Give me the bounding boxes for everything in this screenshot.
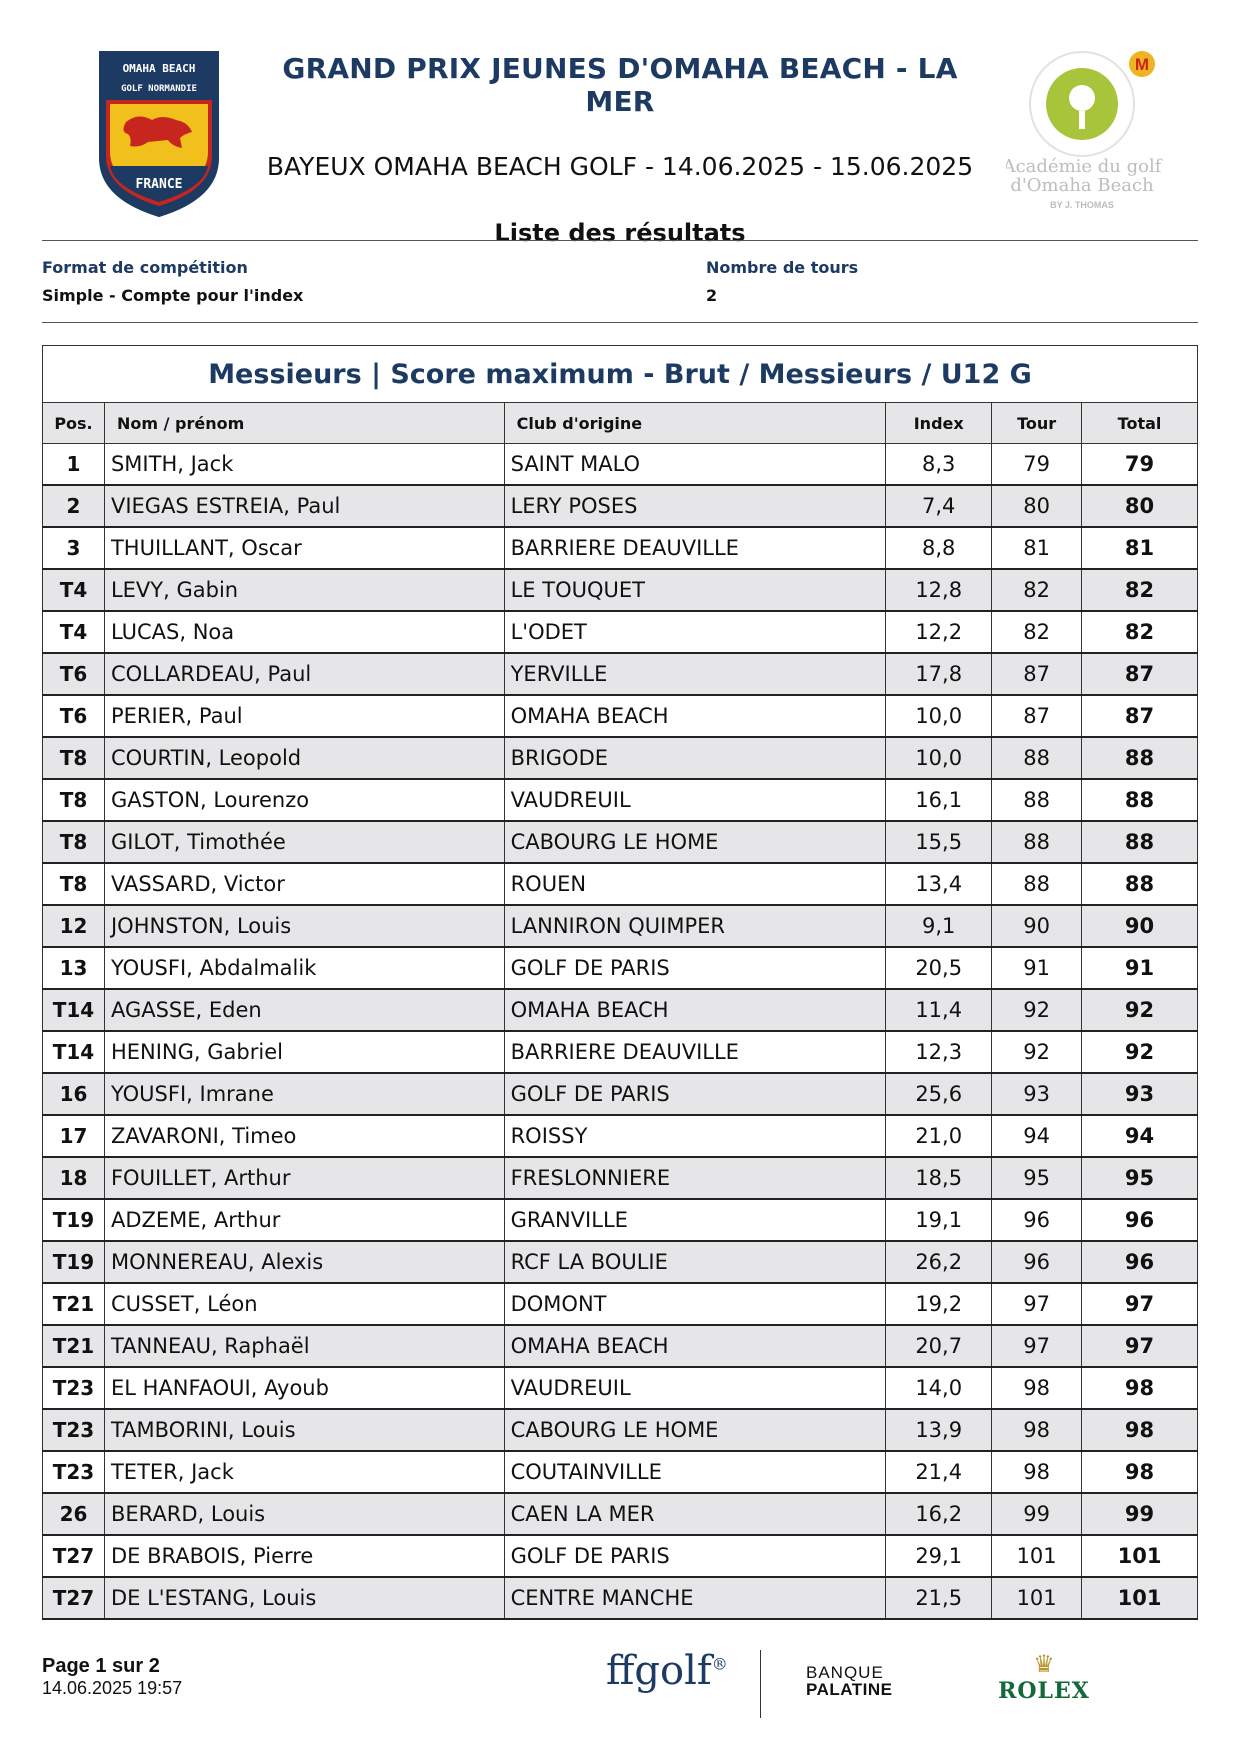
cell-total: 101: [1082, 1535, 1198, 1577]
cell-index: 16,2: [886, 1493, 992, 1535]
cell-tour: 98: [992, 1451, 1082, 1493]
table-row: [43, 527, 1198, 569]
cell-pos: 3: [43, 527, 105, 569]
cell-index: 13,9: [886, 1409, 992, 1451]
rolex-logo: [996, 1650, 1092, 1704]
cell-tour: 79: [992, 444, 1082, 486]
cell-club: GRANVILLE: [504, 1199, 886, 1241]
table-row: [43, 947, 1198, 989]
cell-total: 97: [1082, 1325, 1198, 1367]
cell-club: BRIGODE: [504, 737, 886, 779]
cell-index: 18,5: [886, 1157, 992, 1199]
cell-pos: T14: [43, 1031, 105, 1073]
table-row: [43, 1073, 1198, 1115]
table-row: [43, 611, 1198, 653]
print-timestamp: 14.06.2025 19:57: [42, 1678, 183, 1698]
cell-name: YOUSFI, Imrane: [104, 1073, 504, 1115]
page-info: [42, 1655, 182, 1699]
cell-total: 98: [1082, 1409, 1198, 1451]
cell-total: 79: [1082, 444, 1198, 486]
cell-total: 99: [1082, 1493, 1198, 1535]
list-title: Liste des résultats: [494, 219, 746, 247]
table-row: [43, 485, 1198, 527]
cell-index: 14,0: [886, 1367, 992, 1409]
cell-name: HENING, Gabriel: [104, 1031, 504, 1073]
cell-index: 10,0: [886, 695, 992, 737]
cell-tour: 90: [992, 905, 1082, 947]
table-row: [43, 737, 1198, 779]
table-row: [43, 1493, 1198, 1535]
cell-name: COLLARDEAU, Paul: [104, 653, 504, 695]
page-title: GRAND PRIX JEUNES D'OMAHA BEACH - LA MER: [282, 52, 958, 118]
cell-tour: 80: [992, 485, 1082, 527]
cell-name: TAMBORINI, Louis: [104, 1409, 504, 1451]
cell-name: MONNEREAU, Alexis: [104, 1241, 504, 1283]
table-row: [43, 1535, 1198, 1577]
cell-name: COURTIN, Leopold: [104, 737, 504, 779]
cell-pos: T8: [43, 863, 105, 905]
table-row: [43, 989, 1198, 1031]
cell-total: 92: [1082, 989, 1198, 1031]
crown-icon: ♛: [1033, 1650, 1055, 1678]
cell-total: 82: [1082, 611, 1198, 653]
cell-pos: T6: [43, 653, 105, 695]
cell-index: 25,6: [886, 1073, 992, 1115]
table-row: [43, 1241, 1198, 1283]
table-row: [43, 821, 1198, 863]
table-row: [43, 1451, 1198, 1493]
cell-pos: 13: [43, 947, 105, 989]
table-row: [43, 1325, 1198, 1367]
cell-club: GOLF DE PARIS: [504, 947, 886, 989]
cell-index: 12,3: [886, 1031, 992, 1073]
academie-logo: [1006, 48, 1166, 218]
cell-tour: 87: [992, 653, 1082, 695]
cell-pos: 17: [43, 1115, 105, 1157]
cell-name: FOUILLET, Arthur: [104, 1157, 504, 1199]
meta-divider: [42, 322, 1198, 323]
cell-tour: 88: [992, 737, 1082, 779]
cell-name: LUCAS, Noa: [104, 611, 504, 653]
table-row: [43, 569, 1198, 611]
cell-tour: 99: [992, 1493, 1082, 1535]
logo-text-1: OMAHA BEACH: [122, 62, 196, 75]
cell-total: 88: [1082, 821, 1198, 863]
cell-club: SAINT MALO: [504, 444, 886, 486]
cell-index: 19,2: [886, 1283, 992, 1325]
cell-tour: 82: [992, 569, 1082, 611]
table-row: [43, 905, 1198, 947]
cell-name: YOUSFI, Abdalmalik: [104, 947, 504, 989]
cell-club: CAEN LA MER: [504, 1493, 886, 1535]
cell-club: DOMONT: [504, 1283, 886, 1325]
ffgolf-logo: [606, 1648, 728, 1694]
golf-ball-on-tee-icon: [1006, 48, 1166, 218]
cell-tour: 88: [992, 779, 1082, 821]
academie-line3: BY J. THOMAS: [1050, 200, 1114, 210]
cell-club: YERVILLE: [504, 653, 886, 695]
sponsor-divider: [760, 1650, 761, 1718]
col-header-club: Club d'origine: [504, 403, 886, 444]
cell-club: FRESLONNIERE: [504, 1157, 886, 1199]
cell-index: 29,1: [886, 1535, 992, 1577]
cell-index: 8,3: [886, 444, 992, 486]
cell-club: ROISSY: [504, 1115, 886, 1157]
cell-tour: 98: [992, 1367, 1082, 1409]
cell-total: 101: [1082, 1577, 1198, 1619]
ffgolf-text: ffgolf: [606, 1648, 712, 1694]
lion-shield-icon: [96, 48, 222, 220]
table-row: [43, 1577, 1198, 1619]
cell-pos: 2: [43, 485, 105, 527]
cell-name: LEVY, Gabin: [104, 569, 504, 611]
cell-club: COUTAINVILLE: [504, 1451, 886, 1493]
cell-tour: 92: [992, 1031, 1082, 1073]
cell-pos: 12: [43, 905, 105, 947]
table-header-row: [43, 403, 1198, 444]
cell-index: 17,8: [886, 653, 992, 695]
cell-club: CENTRE MANCHE: [504, 1577, 886, 1619]
cell-index: 16,1: [886, 779, 992, 821]
cell-index: 9,1: [886, 905, 992, 947]
table-row: [43, 1157, 1198, 1199]
cell-tour: 98: [992, 1409, 1082, 1451]
col-header-name: Nom / prénom: [104, 403, 504, 444]
cell-club: LE TOUQUET: [504, 569, 886, 611]
cell-index: 21,4: [886, 1451, 992, 1493]
cell-tour: 96: [992, 1199, 1082, 1241]
cell-pos: T23: [43, 1409, 105, 1451]
cell-club: GOLF DE PARIS: [504, 1073, 886, 1115]
cell-name: VASSARD, Victor: [104, 863, 504, 905]
cell-pos: T19: [43, 1241, 105, 1283]
cell-name: VIEGAS ESTREIA, Paul: [104, 485, 504, 527]
cell-name: GASTON, Lourenzo: [104, 779, 504, 821]
cell-index: 21,5: [886, 1577, 992, 1619]
cell-index: 26,2: [886, 1241, 992, 1283]
header-divider: [42, 240, 1198, 241]
cell-index: 19,1: [886, 1199, 992, 1241]
cell-total: 81: [1082, 527, 1198, 569]
cell-pos: T8: [43, 779, 105, 821]
cell-club: BARRIERE DEAUVILLE: [504, 1031, 886, 1073]
cell-index: 8,8: [886, 527, 992, 569]
table-row: [43, 779, 1198, 821]
cell-club: L'ODET: [504, 611, 886, 653]
cell-total: 98: [1082, 1451, 1198, 1493]
cell-club: CABOURG LE HOME: [504, 1409, 886, 1451]
table-row: [43, 1199, 1198, 1241]
cell-pos: T21: [43, 1325, 105, 1367]
cell-pos: 18: [43, 1157, 105, 1199]
cell-name: BERARD, Louis: [104, 1493, 504, 1535]
cell-total: 95: [1082, 1157, 1198, 1199]
cell-pos: T4: [43, 611, 105, 653]
cell-name: ZAVARONI, Timeo: [104, 1115, 504, 1157]
cell-pos: T8: [43, 821, 105, 863]
cell-total: 88: [1082, 863, 1198, 905]
event-subtitle: BAYEUX OMAHA BEACH GOLF - 14.06.2025 - 15.06.2025: [266, 152, 974, 181]
cell-pos: T23: [43, 1451, 105, 1493]
cell-total: 98: [1082, 1367, 1198, 1409]
cell-tour: 94: [992, 1115, 1082, 1157]
cell-pos: 16: [43, 1073, 105, 1115]
cell-tour: 82: [992, 611, 1082, 653]
format-value: Simple - Compte pour l'index: [42, 286, 304, 305]
cell-tour: 92: [992, 989, 1082, 1031]
col-header-index: Index: [886, 403, 992, 444]
cell-total: 92: [1082, 1031, 1198, 1073]
cell-club: BARRIERE DEAUVILLE: [504, 527, 886, 569]
cell-total: 87: [1082, 695, 1198, 737]
cell-total: 80: [1082, 485, 1198, 527]
rounds-label: Nombre de tours: [706, 258, 859, 277]
cell-pos: T6: [43, 695, 105, 737]
cell-pos: T19: [43, 1199, 105, 1241]
cell-pos: T27: [43, 1577, 105, 1619]
cell-club: LERY POSES: [504, 485, 886, 527]
cell-club: RCF LA BOULIE: [504, 1241, 886, 1283]
cell-club: GOLF DE PARIS: [504, 1535, 886, 1577]
cell-index: 20,5: [886, 947, 992, 989]
cell-pos: T23: [43, 1367, 105, 1409]
cell-name: PERIER, Paul: [104, 695, 504, 737]
cell-club: LANNIRON QUIMPER: [504, 905, 886, 947]
col-header-total: Total: [1082, 403, 1198, 444]
cell-name: CUSSET, Léon: [104, 1283, 504, 1325]
cell-pos: T4: [43, 569, 105, 611]
cell-club: VAUDREUIL: [504, 779, 886, 821]
col-header-pos: Pos.: [43, 403, 105, 444]
cell-tour: 97: [992, 1325, 1082, 1367]
header: [250, 52, 990, 247]
table-row: [43, 1367, 1198, 1409]
banque-palatine-logo: [806, 1664, 946, 1698]
cell-name: ADZEME, Arthur: [104, 1199, 504, 1241]
cell-total: 93: [1082, 1073, 1198, 1115]
academie-line2: d'Omaha Beach: [1010, 175, 1154, 196]
cell-total: 82: [1082, 569, 1198, 611]
col-header-tour: Tour: [992, 403, 1082, 444]
cell-index: 11,4: [886, 989, 992, 1031]
table-row: [43, 444, 1198, 486]
format-label: Format de compétition: [42, 258, 248, 277]
logo-text-3: FRANCE: [135, 177, 183, 192]
cell-name: DE BRABOIS, Pierre: [104, 1535, 504, 1577]
table-row: [43, 695, 1198, 737]
table-caption: Messieurs | Score maximum - Brut / Messieurs / U12 G: [43, 346, 1198, 403]
cell-total: 87: [1082, 653, 1198, 695]
rolex-text: ROLEX: [998, 1678, 1090, 1704]
cell-club: VAUDREUIL: [504, 1367, 886, 1409]
cell-tour: 88: [992, 821, 1082, 863]
cell-index: 15,5: [886, 821, 992, 863]
cell-pos: T27: [43, 1535, 105, 1577]
cell-pos: 1: [43, 444, 105, 486]
cell-tour: 88: [992, 863, 1082, 905]
cell-name: SMITH, Jack: [104, 444, 504, 486]
palatine-text: PALATINE: [806, 1680, 893, 1699]
cell-tour: 87: [992, 695, 1082, 737]
cell-name: AGASSE, Eden: [104, 989, 504, 1031]
table-row: [43, 863, 1198, 905]
table-row: [43, 1115, 1198, 1157]
cell-pos: T21: [43, 1283, 105, 1325]
cell-club: ROUEN: [504, 863, 886, 905]
cell-index: 21,0: [886, 1115, 992, 1157]
cell-pos: 26: [43, 1493, 105, 1535]
cell-pos: T14: [43, 989, 105, 1031]
cell-tour: 93: [992, 1073, 1082, 1115]
results-table: [42, 345, 1198, 1620]
cell-total: 91: [1082, 947, 1198, 989]
cell-index: 13,4: [886, 863, 992, 905]
cell-club: OMAHA BEACH: [504, 989, 886, 1031]
cell-total: 94: [1082, 1115, 1198, 1157]
academie-line1: Académie du golf: [1006, 156, 1162, 177]
cell-name: GILOT, Timothée: [104, 821, 504, 863]
logo-text-2: GOLF NORMANDIE: [121, 84, 197, 94]
cell-total: 96: [1082, 1199, 1198, 1241]
badge-m: M: [1134, 55, 1150, 74]
cell-tour: 96: [992, 1241, 1082, 1283]
cell-tour: 91: [992, 947, 1082, 989]
cell-name: TANNEAU, Raphaël: [104, 1325, 504, 1367]
cell-total: 90: [1082, 905, 1198, 947]
cell-index: 12,8: [886, 569, 992, 611]
cell-name: DE L'ESTANG, Louis: [104, 1577, 504, 1619]
ffgolf-registered-mark: ®: [711, 1654, 728, 1674]
cell-index: 7,4: [886, 485, 992, 527]
omaha-beach-golf-logo: [96, 48, 222, 220]
table-row: [43, 653, 1198, 695]
cell-name: JOHNSTON, Louis: [104, 905, 504, 947]
cell-index: 10,0: [886, 737, 992, 779]
banque-text: BANQUE: [806, 1663, 884, 1682]
cell-tour: 101: [992, 1535, 1082, 1577]
rounds-value: 2: [706, 286, 718, 305]
cell-club: OMAHA BEACH: [504, 695, 886, 737]
cell-club: CABOURG LE HOME: [504, 821, 886, 863]
cell-tour: 81: [992, 527, 1082, 569]
cell-tour: 95: [992, 1157, 1082, 1199]
page-number: Page 1 sur 2: [42, 1655, 160, 1677]
cell-index: 12,2: [886, 611, 992, 653]
cell-pos: T8: [43, 737, 105, 779]
cell-total: 88: [1082, 737, 1198, 779]
cell-total: 88: [1082, 779, 1198, 821]
cell-name: TETER, Jack: [104, 1451, 504, 1493]
cell-tour: 97: [992, 1283, 1082, 1325]
cell-tour: 101: [992, 1577, 1082, 1619]
cell-club: OMAHA BEACH: [504, 1325, 886, 1367]
table-row: [43, 1409, 1198, 1451]
cell-index: 20,7: [886, 1325, 992, 1367]
cell-name: EL HANFAOUI, Ayoub: [104, 1367, 504, 1409]
cell-name: THUILLANT, Oscar: [104, 527, 504, 569]
results-body: [43, 444, 1198, 1620]
cell-total: 97: [1082, 1283, 1198, 1325]
table-row: [43, 1031, 1198, 1073]
table-row: [43, 1283, 1198, 1325]
cell-total: 96: [1082, 1241, 1198, 1283]
